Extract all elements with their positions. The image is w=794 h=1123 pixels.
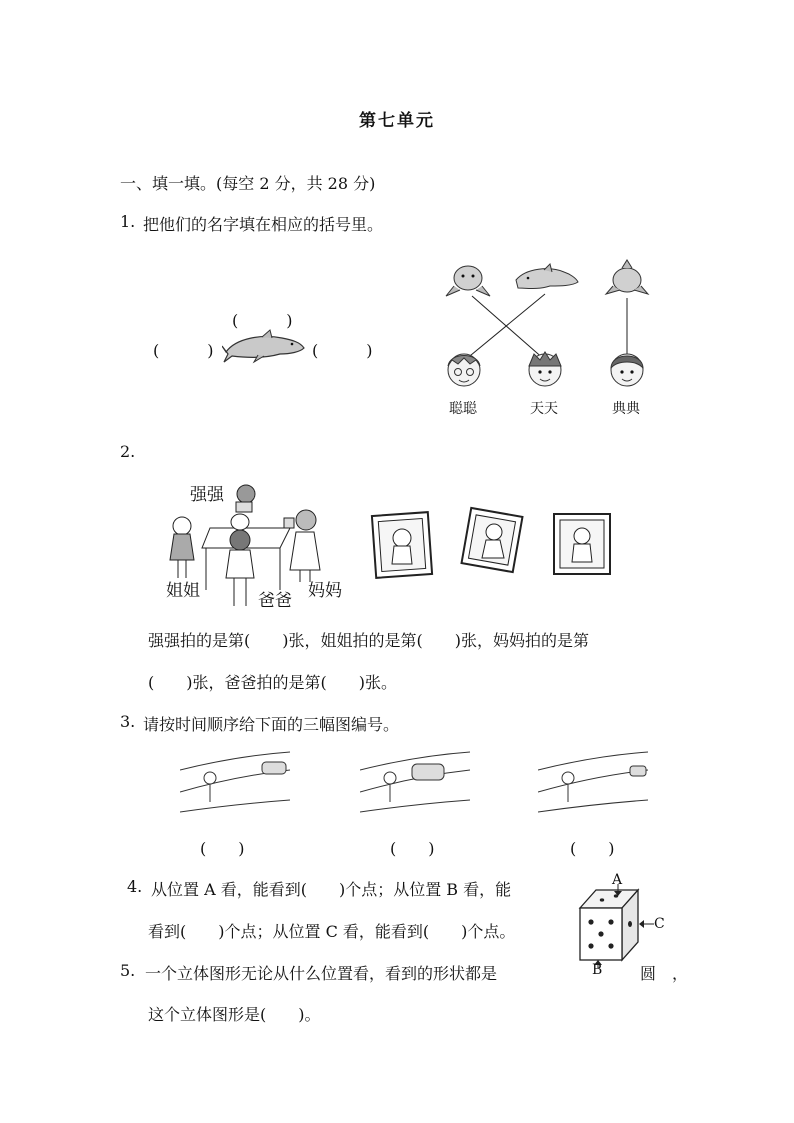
q5-comma: ， (672, 964, 689, 983)
q1-text: 把他们的名字填在相应的括号里。 (143, 215, 384, 234)
kid-name-congcong: 聪聪 (449, 401, 477, 417)
kid-congcong-avatar (448, 354, 480, 386)
q3-blank-2[interactable]: ( ) (390, 839, 435, 858)
q5-text-line1: 一个立体图形无论从什么位置看，看到的形状都是 (145, 964, 498, 983)
kid-name-tiantian: 天天 (530, 401, 558, 417)
q3-number: 3. (120, 712, 136, 731)
photo-3-image (550, 510, 614, 578)
q1-number: 1. (120, 212, 136, 231)
q2-number: 2. (120, 442, 136, 461)
cube-label-c: C (654, 916, 665, 932)
q1-blank-top[interactable]: ( ) (232, 311, 293, 330)
dolphin-side-icon (516, 264, 578, 289)
photo-1-image (368, 508, 436, 580)
kid-diandian-avatar (611, 354, 643, 386)
section-heading: 一、填一填。(每空 2 分，共 28 分) (120, 174, 376, 193)
q3-blank-1[interactable]: ( ) (200, 839, 245, 858)
dolphin-back-icon (606, 260, 648, 294)
label-jiejie: 姐姐 (166, 581, 200, 601)
page-title: 第七单元 (359, 111, 435, 131)
label-qiangqiang: 强强 (190, 485, 224, 505)
photo-2-image (458, 504, 528, 576)
kid-tiantian-avatar (529, 352, 561, 386)
q2-text-line1: 强强拍的是第( )张，姐姐拍的是第( )张，妈妈拍的是第 (148, 631, 589, 650)
label-baba: 爸爸 (258, 591, 292, 611)
q3-blank-3[interactable]: ( ) (570, 839, 615, 858)
sequence-image-3 (538, 748, 650, 816)
cube-label-a: A (612, 872, 623, 888)
q5-shape-word: 圆 (640, 964, 657, 983)
sequence-image-1 (180, 748, 292, 816)
q4-number: 4. (127, 877, 143, 896)
q1-blank-right[interactable]: ( ) (312, 341, 373, 360)
cube-label-b: B (592, 962, 603, 978)
sequence-image-2 (360, 748, 472, 816)
q3-text: 请按时间顺序给下面的三幅图编号。 (143, 715, 400, 734)
dolphin-center-image (222, 328, 308, 364)
q5-text-line2: 这个立体图形是( )。 (148, 1005, 321, 1024)
q5-number: 5. (120, 961, 136, 980)
q2-text-line2: ( )张，爸爸拍的是第( )张。 (148, 673, 397, 692)
q4-text-line1: 从位置 A 看，能看到( )个点；从位置 B 看，能 (151, 880, 512, 899)
dolphin-front-icon (446, 266, 490, 296)
q1-matching-diagram (440, 258, 660, 420)
q4-text-line2: 看到( )个点；从位置 C 看，能看到( )个点。 (148, 922, 516, 941)
kid-name-diandian: 典典 (612, 401, 640, 417)
label-mama: 妈妈 (308, 581, 342, 601)
q1-blank-left[interactable]: ( ) (153, 341, 214, 360)
